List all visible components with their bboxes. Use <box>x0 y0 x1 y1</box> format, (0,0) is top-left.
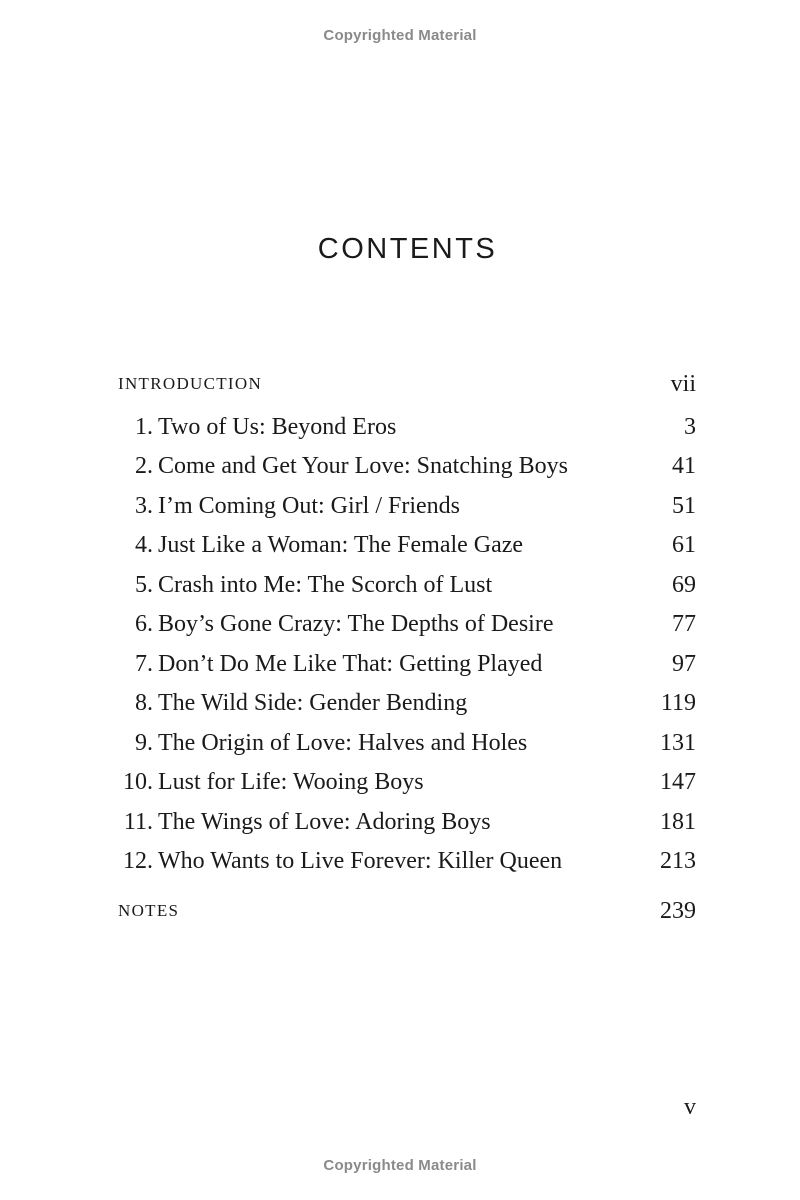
chapter-number: 4. <box>135 532 153 558</box>
chapter-title: The Wild Side: Gender Bending <box>158 690 468 716</box>
chapter-number: 10. <box>123 769 153 795</box>
toc-entry-notes[interactable] <box>118 894 696 928</box>
chapter-number: 3. <box>135 493 153 519</box>
chapter-number: 2. <box>135 453 153 479</box>
chapter-page: 97 <box>672 651 696 677</box>
copyright-watermark-bottom: Copyrighted Material <box>323 1157 477 1174</box>
toc-entry-label: NOTES <box>118 901 180 920</box>
chapter-page: 181 <box>660 809 696 835</box>
chapter-page: 69 <box>672 572 696 598</box>
chapter-title: Come and Get Your Love: Snatching Boys <box>158 453 568 479</box>
toc-entry-chapter-12[interactable] <box>118 844 696 878</box>
chapter-title: Who Wants to Live Forever: Killer Queen <box>158 848 563 874</box>
copyright-watermark-top: Copyrighted Material <box>323 27 477 44</box>
chapter-number: 8. <box>135 690 153 716</box>
toc-entry-chapter-5[interactable] <box>118 568 696 602</box>
chapter-title: Crash into Me: The Scorch of Lust <box>158 572 493 598</box>
toc-entry-chapter-9[interactable] <box>118 726 696 760</box>
chapter-page: 131 <box>660 730 696 756</box>
chapter-page: 41 <box>672 453 696 479</box>
toc-entry-page: vii <box>670 371 696 397</box>
toc-entry-page: 239 <box>660 898 696 924</box>
toc-entry-chapter-7[interactable] <box>118 647 696 681</box>
chapter-number: 6. <box>135 611 153 637</box>
chapter-title: Don’t Do Me Like That: Getting Played <box>158 651 543 677</box>
toc-entry-introduction[interactable] <box>118 367 696 401</box>
page-number: v <box>684 1094 696 1120</box>
chapter-page: 119 <box>660 690 696 716</box>
toc-entry-chapter-10[interactable] <box>118 765 696 799</box>
page-title: CONTENTS <box>317 233 498 265</box>
chapter-page: 77 <box>672 611 696 637</box>
chapter-page: 213 <box>660 848 696 874</box>
chapter-number: 9. <box>135 730 153 756</box>
toc-entry-chapter-1[interactable] <box>118 410 696 444</box>
toc-entry-chapter-2[interactable] <box>118 449 696 483</box>
chapter-title: Lust for Life: Wooing Boys <box>158 769 424 795</box>
chapter-number: 12. <box>123 848 153 874</box>
chapter-title: The Origin of Love: Halves and Holes <box>158 730 528 756</box>
toc-entry-chapter-4[interactable] <box>118 528 696 562</box>
toc-entry-label: INTRODUCTION <box>118 374 263 393</box>
chapter-number: 7. <box>135 651 153 677</box>
chapter-number: 11. <box>123 809 153 835</box>
toc-entry-chapter-11[interactable] <box>118 805 696 839</box>
chapter-title: The Wings of Love: Adoring Boys <box>158 809 491 835</box>
chapter-page: 51 <box>672 493 696 519</box>
chapter-title: Boy’s Gone Crazy: The Depths of Desire <box>158 611 554 637</box>
chapter-number: 5. <box>135 572 153 598</box>
toc-entry-chapter-8[interactable] <box>118 686 696 720</box>
chapter-number: 1. <box>135 414 153 440</box>
chapter-title: Two of Us: Beyond Eros <box>158 414 397 440</box>
toc-entry-chapter-6[interactable] <box>118 607 696 641</box>
toc-entry-chapter-3[interactable] <box>118 489 696 523</box>
chapter-page: 61 <box>672 532 696 558</box>
chapter-title: I’m Coming Out: Girl / Friends <box>158 493 460 519</box>
chapter-page: 3 <box>684 414 696 440</box>
chapter-page: 147 <box>660 769 696 795</box>
chapter-title: Just Like a Woman: The Female Gaze <box>158 532 524 558</box>
